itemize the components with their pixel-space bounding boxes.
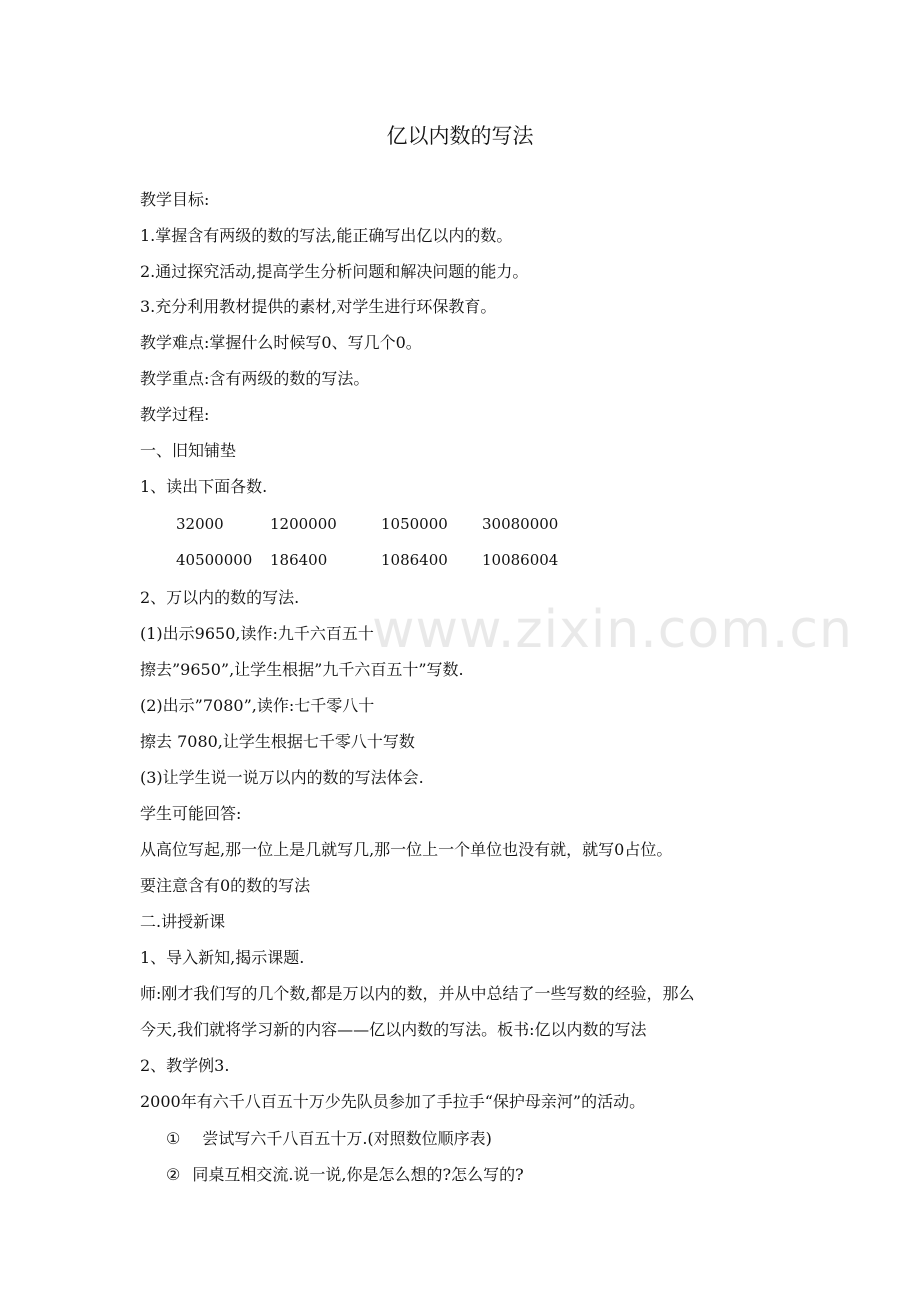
number-value: 32000 bbox=[176, 515, 224, 533]
section-heading: 一、旧知铺垫 bbox=[140, 441, 237, 460]
text-line: 师:刚才我们写的几个数,都是万以内的数，并从中总结了一些写数的经验，那么 bbox=[140, 984, 695, 1003]
step-item bbox=[166, 1164, 524, 1186]
step-item bbox=[166, 1128, 492, 1150]
section-heading: 二.讲授新课 bbox=[140, 912, 226, 931]
text-line: 1.掌握含有两级的数的写法,能正确写出亿以内的数。 bbox=[140, 226, 513, 245]
text-line: 2000年有六千八百五十万少先队员参加了手拉手“保护母亲河”的活动。 bbox=[140, 1092, 646, 1111]
step-marker: ② bbox=[166, 1165, 181, 1184]
number-value: 186400 bbox=[270, 551, 328, 569]
text-line: 1、导入新知,揭示课题. bbox=[140, 948, 305, 967]
text-line: 擦去”9650”,让学生根据”九千六百五十”写数. bbox=[140, 660, 464, 679]
text-line: (3)让学生说一说万以内的数的写法体会. bbox=[140, 768, 424, 787]
text-line: (2)出示”7080”,读作:七千零八十 bbox=[140, 696, 375, 715]
text-line: 学生可能回答: bbox=[140, 804, 242, 823]
text-line: 2.通过探究活动,提高学生分析问题和解决问题的能力。 bbox=[140, 262, 529, 281]
text-line: 1、读出下面各数. bbox=[140, 477, 268, 496]
text-line: 2、教学例3. bbox=[140, 1056, 230, 1075]
text-line: (1)出示9650,读作:九千六百五十 bbox=[140, 624, 374, 643]
step-text: 尝试写六千八百五十万.(对照数位顺序表) bbox=[202, 1129, 492, 1148]
step-marker: ① bbox=[166, 1129, 181, 1148]
number-value: 10086004 bbox=[482, 551, 559, 569]
text-line: 3.充分利用教材提供的素材,对学生进行环保教育。 bbox=[140, 297, 497, 316]
number-value: 30080000 bbox=[482, 515, 559, 533]
text-line: 今天,我们就将学习新的内容——亿以内数的写法。板书:亿以内数的写法 bbox=[140, 1020, 647, 1039]
number-value: 40500000 bbox=[176, 551, 253, 569]
text-line: 教学重点:含有两级的数的写法。 bbox=[140, 369, 370, 388]
document-title: 亿以内数的写法 bbox=[386, 124, 534, 148]
step-text: 同桌互相交流.说一说,你是怎么想的?怎么写的? bbox=[192, 1165, 524, 1184]
text-line: 教学目标: bbox=[140, 190, 210, 209]
watermark: www.zixin.com.cn bbox=[372, 600, 853, 660]
text-line: 擦去 7080,让学生根据七千零八十写数 bbox=[140, 732, 415, 751]
number-value: 1200000 bbox=[270, 515, 337, 533]
text-line: 教学过程: bbox=[140, 405, 210, 424]
text-line: 教学难点:掌握什么时候写0、写几个0。 bbox=[140, 333, 422, 352]
number-value: 1050000 bbox=[381, 515, 448, 533]
text-line: 要注意含有0的数的写法 bbox=[140, 876, 311, 895]
text-line: 2、万以内的数的写法. bbox=[140, 588, 300, 607]
number-value: 1086400 bbox=[381, 551, 448, 569]
text-line: 从高位写起,那一位上是几就写几,那一位上一个单位也没有就，就写0占位。 bbox=[140, 840, 673, 859]
